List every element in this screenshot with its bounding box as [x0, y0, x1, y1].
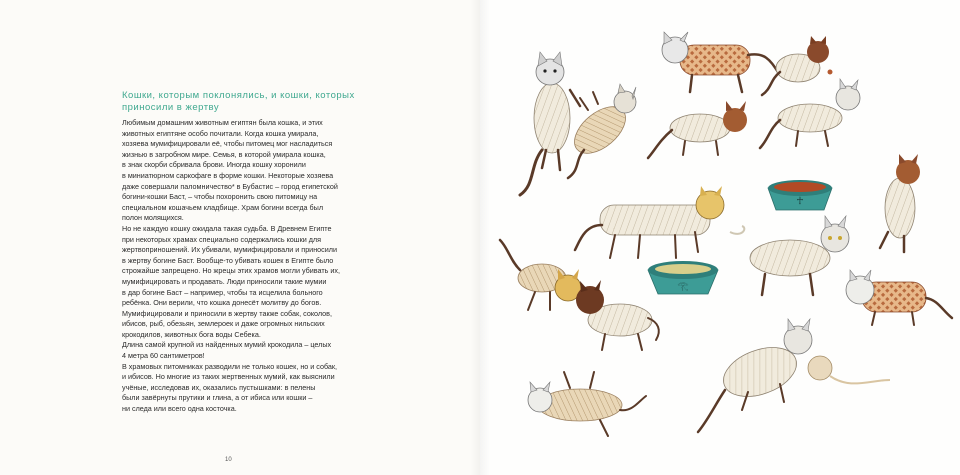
mummy-cat-bottom-with-yarn: [698, 319, 890, 432]
body-line: В храмовых питомниках разводили не только кошек, но и собак,: [122, 361, 338, 371]
body-line: полон молящихся.: [122, 213, 184, 223]
food-bowl-top: [768, 180, 832, 210]
body-line: были завёрнуты прутики и глина, а от ибиса или кошки –: [122, 393, 313, 403]
heading-line-1: Кошки, которым поклонялись, и кошки, которых: [122, 90, 355, 101]
body-line: и ибисов. Но многие из таких жертвенных мумий, как выяснили: [122, 372, 335, 382]
body-line: животных египтяне особо почитали. Когда кошка умирала,: [122, 128, 319, 138]
mummified-cats-illustration: [480, 0, 960, 475]
section-heading: [122, 90, 382, 114]
svg-text:𓂀: 𓂀: [677, 282, 689, 292]
mummy-cat-grey-standing: [520, 52, 580, 195]
body-line: богини-кошки Баст, – чтобы похоронить свою питомицу на: [122, 192, 318, 202]
body-line: Любимым домашним животным египтян была кошка, и этих: [122, 118, 323, 127]
body-line: 4 метра 60 сантиметров!: [122, 351, 205, 361]
body-line: в знак скорби сбривала брови. Иногда кошку хоронили: [122, 160, 306, 170]
body-line: Длина самой крупной из найденных мумий крокодила – целых: [122, 340, 332, 350]
body-line: ибисов, рыб, обезьян, землероек и даже огромных нильских: [122, 319, 325, 329]
body-line: при некоторых храмах специально содержались кошки для: [122, 234, 322, 244]
mummy-cat-dark-brown-left: [576, 280, 659, 350]
body-line: ребёнка. Они верили, что кошка донесёт молитву до богов.: [122, 298, 322, 308]
body-line: в миниатюрном саркофаге в форме кошки. Некоторые хозяева: [122, 170, 334, 180]
mummy-cat-brown-head-middle: [648, 101, 747, 158]
body-line: ни следа или всего одна косточка.: [122, 404, 237, 414]
food-bowl-middle: [648, 261, 718, 294]
svg-text:☥: ☥: [796, 196, 804, 207]
body-line: хозяева мумифицировали её, чтобы питомец мог насладиться: [122, 139, 333, 149]
mummy-cat-standing-far-right: [880, 154, 920, 252]
mummy-cat-bottom-left-lying: [528, 372, 646, 436]
mummy-cat-long-yellow-head: [575, 186, 744, 258]
body-line: даже совершали паломничество* в Бубастис – город египетской: [122, 181, 338, 191]
body-line: строжайше запрещено. Но жрецы этих храмов могли убивать их,: [122, 266, 340, 276]
page-number: 10: [225, 457, 232, 463]
body-line: крокодилов, животных бога воды Себека.: [122, 329, 261, 339]
body-line: в жертву богине Баст. Вообще-то убивать кошек в Египте было: [122, 255, 334, 265]
mummy-cat-big-grey-middle-right: [750, 216, 849, 295]
body-line: учёные, исследовав их, оказались пустышками: в пелены: [122, 382, 316, 392]
mummy-cat-grey-right: [760, 79, 860, 148]
body-line: мумифицировать и продавать. Люди приносили такие мумии: [122, 276, 327, 286]
body-text: [122, 118, 372, 415]
body-line: в дар богине Баст – например, чтобы та исцелила больного: [122, 287, 323, 297]
mummy-cat-lying-pink: [566, 84, 636, 178]
body-line: жизнью в загробном мире. Семья, в которой умирала кошка,: [122, 149, 326, 159]
body-line: Но не каждую кошку ожидала такая судьба. В Древнем Египте: [122, 223, 332, 233]
mummy-cat-patterned-right: [846, 270, 952, 325]
body-line: специальном кошачьем кладбище. Храм богини всегда был: [122, 202, 324, 212]
mummy-cat-yellow-left: [500, 240, 581, 310]
heading-line-2: приносили в жертву: [122, 102, 220, 113]
body-line: жертвоприношений. Их убивали, мумифицировали и приносили: [122, 245, 337, 255]
body-line: Мумифицировали и приносили в жертву также собак, соколов,: [122, 308, 332, 318]
mummy-cat-patterned-top: [662, 32, 778, 92]
